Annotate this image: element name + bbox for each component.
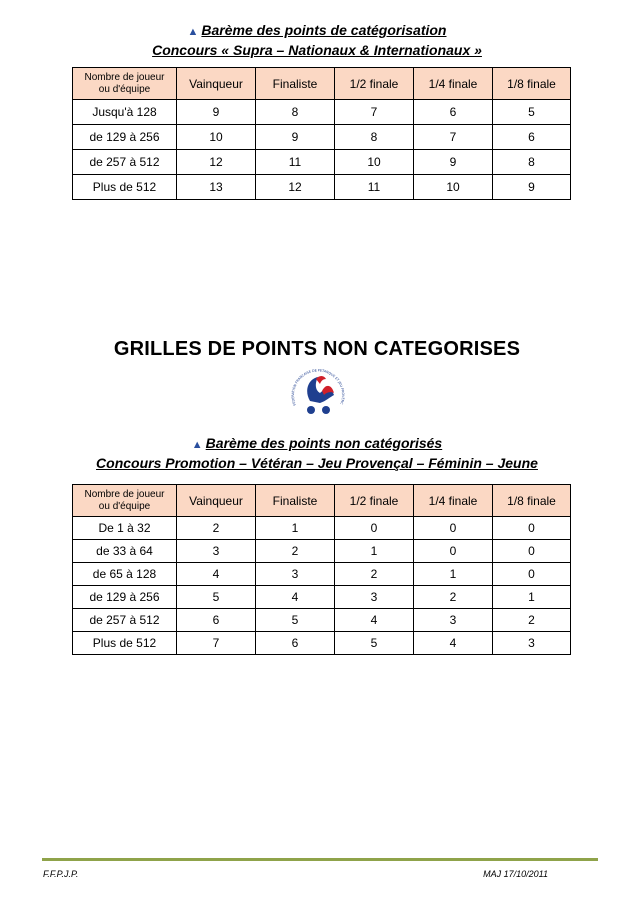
- ffpjp-logo: [286, 365, 350, 421]
- section2-subtitle: Concours Promotion – Vétéran – Jeu Provençal – Féminin – Jeune: [96, 455, 538, 471]
- header-quart: 1/4 finale: [414, 485, 493, 517]
- points-cell: 2: [256, 540, 335, 563]
- points-cell: 10: [414, 175, 493, 200]
- non-categorised-body: [73, 517, 571, 655]
- points-cell: 8: [493, 150, 571, 175]
- points-cell: 0: [493, 540, 571, 563]
- categorisation-table: [72, 67, 571, 200]
- points-cell: 8: [256, 100, 335, 125]
- points-cell: 4: [414, 632, 493, 655]
- header-huitieme: 1/8 finale: [493, 485, 571, 517]
- points-cell: 2: [414, 586, 493, 609]
- header-finaliste: Finaliste: [256, 485, 335, 517]
- row-range-cell: de 257 à 512: [73, 150, 177, 175]
- points-cell: 0: [414, 517, 493, 540]
- bullet-icon: ▲: [191, 439, 203, 451]
- row-range-cell: Plus de 512: [73, 632, 177, 655]
- non-categorised-table: [72, 484, 571, 655]
- points-cell: 0: [335, 517, 414, 540]
- table-row: [73, 586, 571, 609]
- points-cell: 4: [177, 563, 256, 586]
- points-cell: 13: [177, 175, 256, 200]
- header-quart: 1/4 finale: [414, 68, 493, 100]
- points-cell: 3: [177, 540, 256, 563]
- section2-title: Barème des points non catégorisés: [205, 435, 443, 451]
- points-cell: 3: [414, 609, 493, 632]
- points-cell: 6: [493, 125, 571, 150]
- row-range-cell: de 33 à 64: [73, 540, 177, 563]
- row-range-cell: de 129 à 256: [73, 125, 177, 150]
- points-cell: 12: [256, 175, 335, 200]
- points-cell: 9: [256, 125, 335, 150]
- table-row: [73, 540, 571, 563]
- points-cell: 0: [493, 563, 571, 586]
- points-cell: 11: [335, 175, 414, 200]
- points-cell: 9: [414, 150, 493, 175]
- table-row: [73, 609, 571, 632]
- points-cell: 5: [493, 100, 571, 125]
- table-header-row: [73, 485, 571, 517]
- points-cell: 12: [177, 150, 256, 175]
- points-cell: 1: [256, 517, 335, 540]
- points-cell: 9: [493, 175, 571, 200]
- section1-heading: [0, 21, 634, 59]
- points-cell: 10: [177, 125, 256, 150]
- bullet-icon: ▲: [187, 26, 199, 38]
- points-cell: 3: [256, 563, 335, 586]
- points-cell: 11: [256, 150, 335, 175]
- table-row: [73, 517, 571, 540]
- table-row: [73, 150, 571, 175]
- table-row: [73, 175, 571, 200]
- table-row: [73, 100, 571, 125]
- row-range-cell: De 1 à 32: [73, 517, 177, 540]
- points-cell: 6: [177, 609, 256, 632]
- points-cell: 3: [335, 586, 414, 609]
- row-range-cell: Jusqu'à 128: [73, 100, 177, 125]
- points-cell: 5: [256, 609, 335, 632]
- row-range-cell: de 129 à 256: [73, 586, 177, 609]
- points-cell: 2: [177, 517, 256, 540]
- header-demi: 1/2 finale: [335, 68, 414, 100]
- points-cell: 2: [335, 563, 414, 586]
- points-cell: 1: [335, 540, 414, 563]
- table-row: [73, 125, 571, 150]
- page-title: GRILLES DE POINTS NON CATEGORISES: [113, 338, 521, 360]
- section2-heading: [0, 434, 634, 472]
- points-cell: 6: [256, 632, 335, 655]
- points-cell: 4: [256, 586, 335, 609]
- row-range-cell: Plus de 512: [73, 175, 177, 200]
- points-cell: 1: [414, 563, 493, 586]
- points-cell: 3: [493, 632, 571, 655]
- table-row: [73, 563, 571, 586]
- header-huitieme: 1/8 finale: [493, 68, 571, 100]
- header-finaliste: Finaliste: [256, 68, 335, 100]
- categorisation-body: [73, 100, 571, 200]
- points-cell: 10: [335, 150, 414, 175]
- section1-subtitle: Concours « Supra – Nationaux & Internationaux »: [152, 42, 482, 58]
- points-cell: 5: [177, 586, 256, 609]
- footer-rule: [42, 858, 598, 861]
- header-corner: Nombre de joueur ou d'équipe: [73, 68, 177, 100]
- table-row: [73, 632, 571, 655]
- footer-left: F.F.P.J.P.: [43, 869, 79, 879]
- header-vainqueur: Vainqueur: [177, 68, 256, 100]
- row-range-cell: de 65 à 128: [73, 563, 177, 586]
- header-demi: 1/2 finale: [335, 485, 414, 517]
- points-cell: 7: [177, 632, 256, 655]
- table-header-row: [73, 68, 571, 100]
- points-cell: 6: [414, 100, 493, 125]
- points-cell: 4: [335, 609, 414, 632]
- points-cell: 7: [414, 125, 493, 150]
- points-cell: 1: [493, 586, 571, 609]
- section1-title: Barème des points de catégorisation: [201, 22, 447, 38]
- logo-ring-text: FEDERATION FRANCAISE DE PETANQUE ET JEU PROVENC: [290, 368, 346, 407]
- points-cell: 0: [493, 517, 571, 540]
- footer-date: MAJ 17/10/2011: [483, 869, 548, 879]
- points-cell: 8: [335, 125, 414, 150]
- points-cell: 9: [177, 100, 256, 125]
- points-cell: 2: [493, 609, 571, 632]
- row-range-cell: de 257 à 512: [73, 609, 177, 632]
- header-corner: Nombre de joueur ou d'équipe: [73, 485, 177, 517]
- header-vainqueur: Vainqueur: [177, 485, 256, 517]
- points-cell: 7: [335, 100, 414, 125]
- points-cell: 5: [335, 632, 414, 655]
- points-cell: 0: [414, 540, 493, 563]
